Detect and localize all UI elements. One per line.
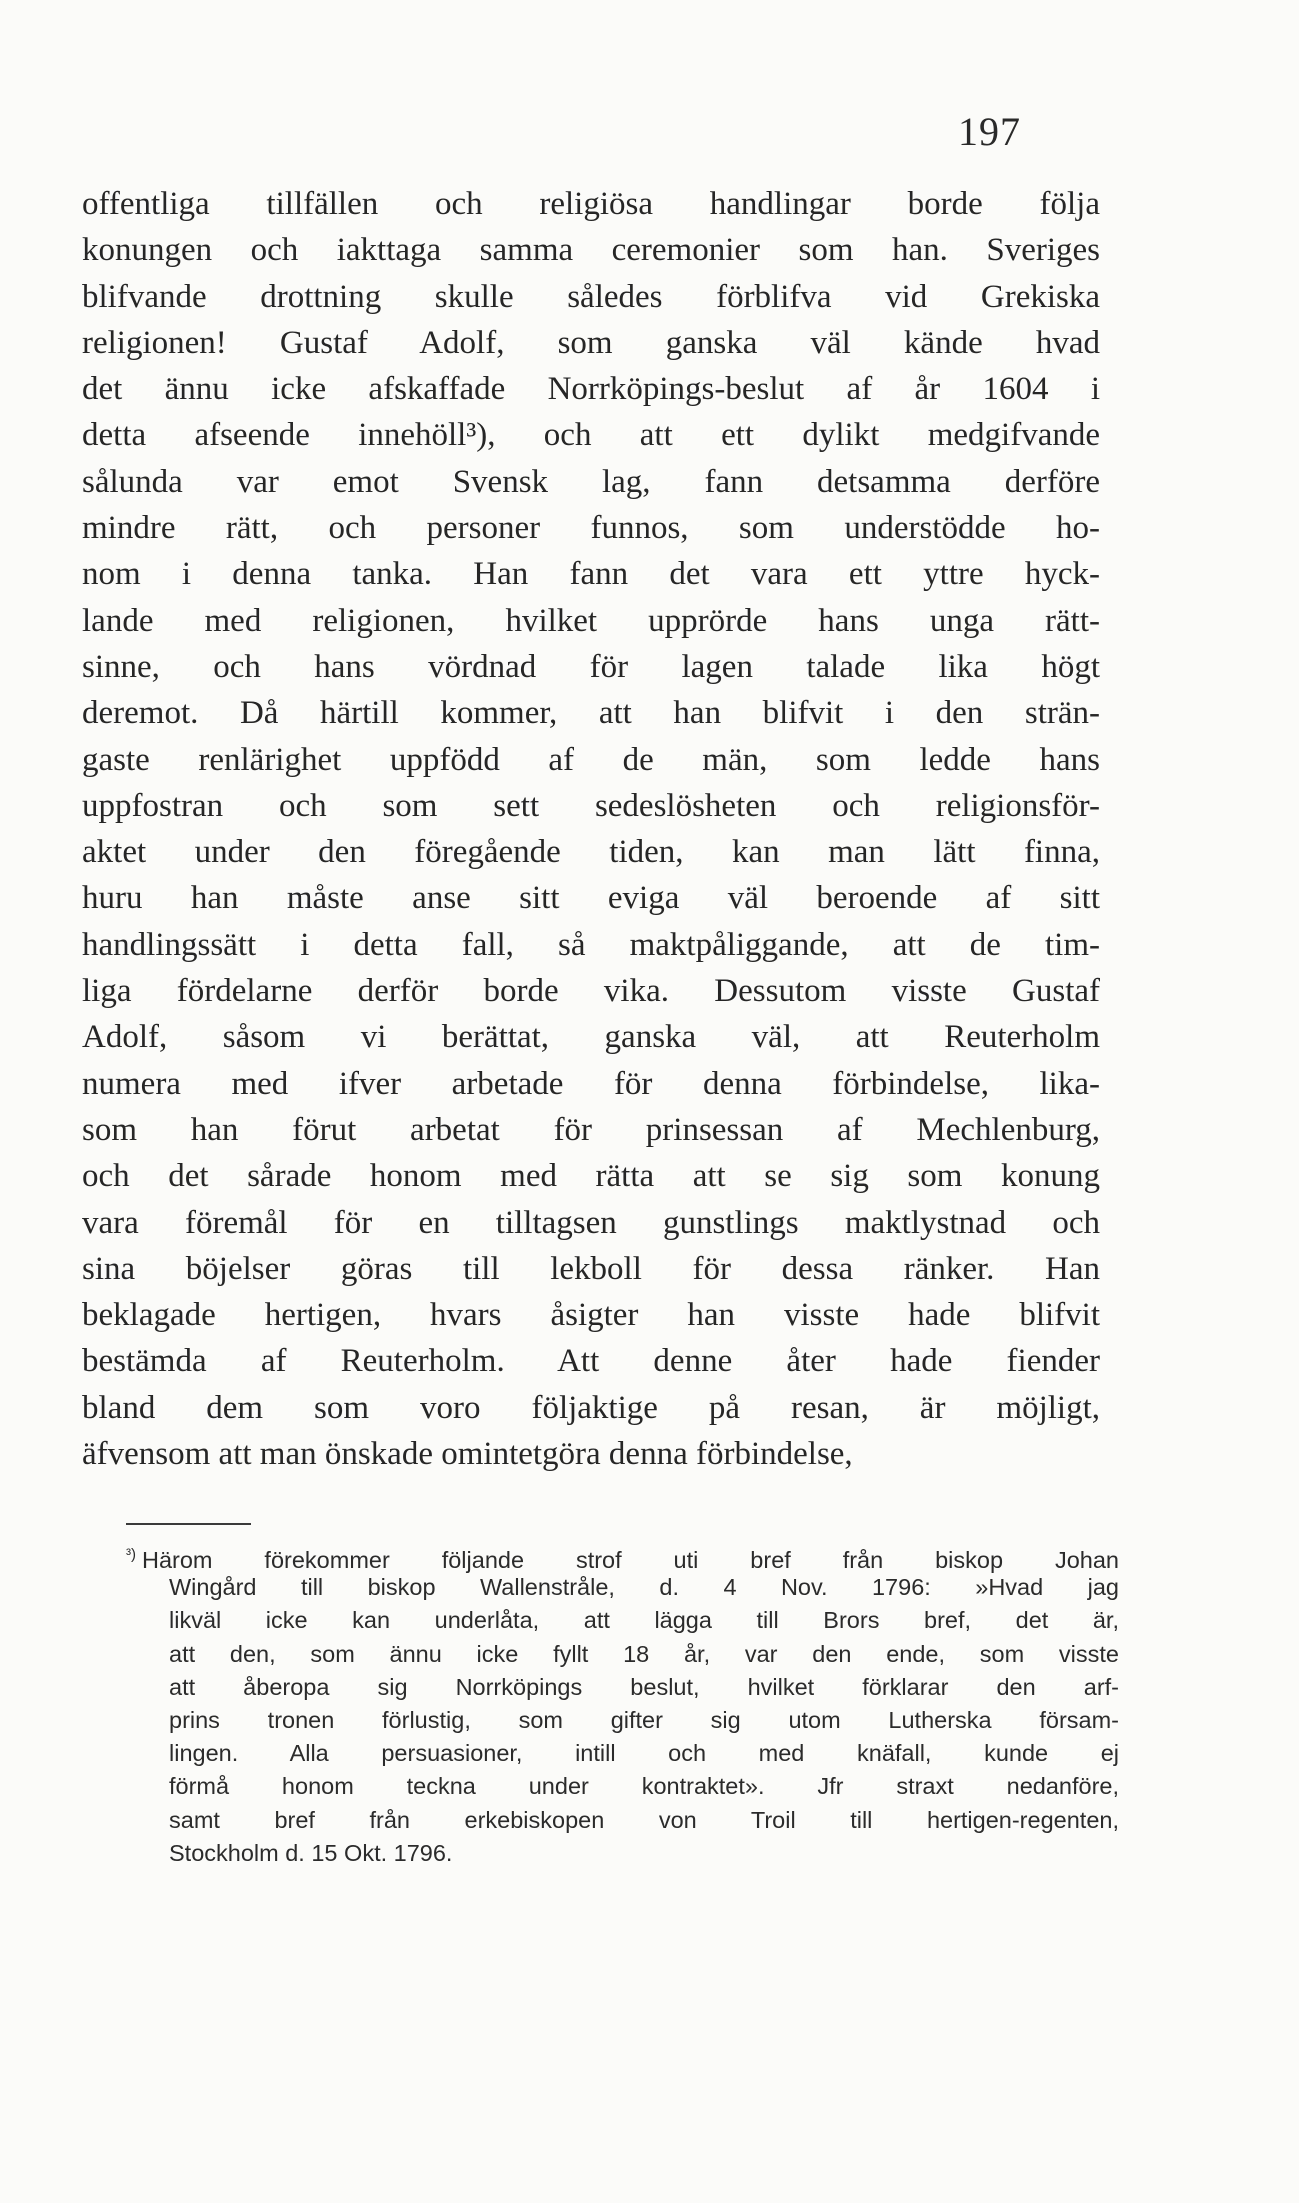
- footnote-line: [126, 1538, 1119, 1571]
- body-line: lande med religionen, hvilket upprörde hans unga rätt-: [82, 602, 1100, 639]
- body-line: det ännu icke afskaffade Norrköpings-beslut af år 1604 i: [82, 371, 1100, 408]
- body-line: uppfostran och som sett sedeslösheten och religionsför-: [82, 787, 1100, 824]
- footnote-line: att åberopa sig Norrköpings beslut, hvilket förklarar den arf-: [169, 1673, 1119, 1700]
- body-line: detta afseende innehöll³), och att ett dylikt medgifvande: [82, 417, 1100, 454]
- body-line: sinne, och hans vördnad för lagen talade lika högt: [82, 648, 1100, 685]
- footnote: [126, 1538, 1119, 1870]
- body-line: handlingssätt i detta fall, så maktpåliggande, att de tim-: [82, 926, 1100, 963]
- body-line: Adolf, såsom vi berättat, ganska väl, att Reuterholm: [82, 1019, 1100, 1056]
- body-line: och det sårade honom med rätta att se sig som konung: [82, 1158, 1100, 1195]
- body-line: sina böjelser göras till lekboll för dessa ränker. Han: [82, 1250, 1100, 1287]
- body-line: offentliga tillfällen och religiösa handlingar borde följa: [82, 186, 1100, 222]
- footnote-line-text: Härom förekommer följande strof uti bref från biskop Johan: [142, 1547, 1119, 1573]
- footnote-marker: ³): [126, 1546, 136, 1563]
- body-line: bland dem som voro följaktige på resan, är möjligt,: [82, 1389, 1100, 1426]
- page-number: 197: [958, 109, 1021, 154]
- footnote-divider: [126, 1523, 251, 1525]
- body-line: beklagade hertigen, hvars åsigter han visste hade blifvit: [82, 1297, 1100, 1334]
- body-line: bestämda af Reuterholm. Att denne åter hade fiender: [82, 1343, 1100, 1380]
- body-line: äfvensom att man önskade omintetgöra denna förbindelse,: [82, 1436, 853, 1473]
- body-text: [82, 181, 1100, 1477]
- footnote-line: likväl icke kan underlåta, att lägga till Brors bref, det är,: [169, 1607, 1119, 1634]
- body-line: blifvande drottning skulle således förblifva vid Grekiska: [82, 278, 1100, 315]
- body-line: vara föremål för en tilltagsen gunstlings maktlystnad och: [82, 1204, 1100, 1241]
- body-line: nom i denna tanka. Han fann det vara ett yttre hyck-: [82, 556, 1100, 593]
- body-line: deremot. Då härtill kommer, att han blifvit i den strän-: [82, 695, 1100, 732]
- footnote-line: förmå honom teckna under kontraktet». Jfr straxt nedanföre,: [169, 1773, 1119, 1800]
- body-line: sålunda var emot Svensk lag, fann detsamma derföre: [82, 463, 1100, 500]
- body-line: som han förut arbetat för prinsessan af Mechlenburg,: [82, 1111, 1100, 1148]
- footnote-line: prins tronen förlustig, som gifter sig utom Lutherska försam-: [169, 1706, 1119, 1733]
- footnote-line: samt bref från erkebiskopen von Troil till hertigen-regenten,: [169, 1806, 1119, 1833]
- body-line: huru han måste anse sitt eviga väl beroende af sitt: [82, 880, 1100, 917]
- body-line: religionen! Gustaf Adolf, som ganska väl kände hvad: [82, 324, 1100, 361]
- footnote-line: Wingård till biskop Wallenstråle, d. 4 Nov. 1796: »Hvad jag: [169, 1574, 1119, 1601]
- body-line: konungen och iakttaga samma ceremonier som han. Sveriges: [82, 232, 1100, 269]
- body-line: numera med ifver arbetade för denna förbindelse, lika-: [82, 1065, 1100, 1102]
- footnote-line: att den, som ännu icke fyllt 18 år, var den ende, som visste: [169, 1640, 1119, 1667]
- body-line: liga fördelarne derför borde vika. Dessutom visste Gustaf: [82, 973, 1100, 1010]
- body-line: mindre rätt, och personer funnos, som understödde ho-: [82, 510, 1100, 547]
- footnote-line: Stockholm d. 15 Okt. 1796.: [169, 1839, 453, 1866]
- footnote-line: lingen. Alla persuasioner, intill och med knäfall, kunde ej: [169, 1740, 1119, 1767]
- body-line: gaste renlärighet uppfödd af de män, som ledde hans: [82, 741, 1100, 778]
- body-line: aktet under den föregående tiden, kan man lätt finna,: [82, 834, 1100, 871]
